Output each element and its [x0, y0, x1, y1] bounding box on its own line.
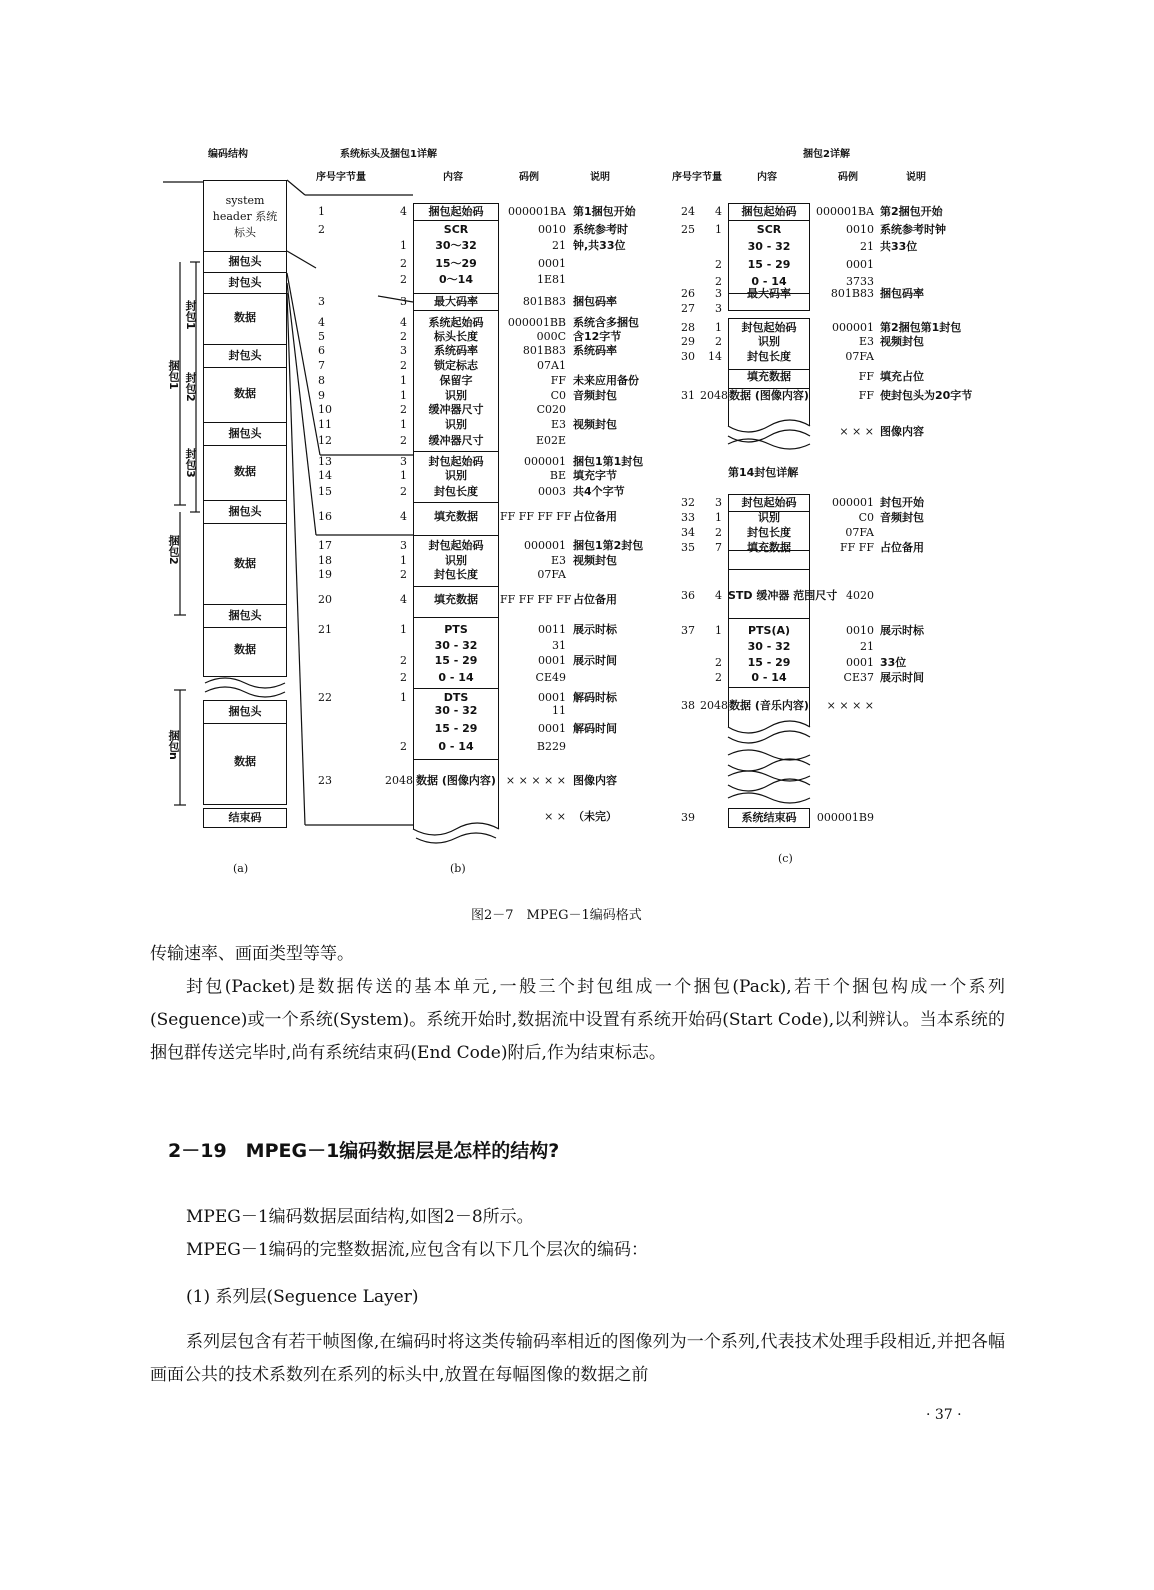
row-bytes: 4 [715, 589, 722, 602]
row-content: 0 - 14 [751, 671, 787, 684]
row-code: E02E [535, 434, 566, 447]
row-content: 0 - 14 [751, 275, 787, 288]
row-code: FF [858, 370, 874, 383]
col-b-seq-header: 序号字节量 [316, 172, 366, 183]
row-bytes: 2048 [700, 389, 728, 402]
row-bytes: 3 [400, 539, 407, 552]
row-seq: 6 [318, 344, 325, 357]
pack-header-block: 捆包头 [203, 700, 287, 724]
row-content: 封包长度 [747, 526, 791, 539]
packet2-label: 封包2 [184, 372, 197, 402]
row-desc: 捆包码率 [880, 287, 924, 300]
row-seq: 10 [318, 403, 332, 416]
row-content: 封包起始码 [741, 321, 797, 334]
packn-label: 捆包n [167, 730, 180, 760]
row-bytes: 2 [715, 656, 722, 669]
row-desc: 占位备用 [573, 510, 617, 523]
row-code: × × × [839, 425, 874, 438]
row-desc: 第2捆包第1封包 [880, 321, 962, 334]
row-code: 000001 [832, 496, 874, 509]
row-code: 07FA [537, 568, 566, 581]
pack-header-block: 捆包头 [203, 422, 287, 446]
row-content: 识别 [445, 554, 467, 567]
row-bytes: 2 [400, 434, 407, 447]
row-desc: 33位 [880, 656, 907, 669]
row-code: FF FF [839, 541, 874, 554]
row-content: 15～29 [435, 257, 477, 270]
row-content: 封包长度 [434, 568, 478, 581]
row-desc: 使封包头为20字节 [880, 389, 973, 402]
packet-header-block: 封包头 [203, 272, 287, 294]
row-content: 锁定标志 [434, 359, 478, 372]
row-content: 捆包起始码 [428, 205, 484, 218]
row-bytes: 1 [400, 623, 407, 636]
row-content: 封包起始码 [428, 455, 484, 468]
row-seq: 5 [318, 330, 325, 343]
row-seq: 29 [681, 335, 695, 348]
row-code: 21 [860, 640, 874, 653]
pack-header-block: 捆包头 [203, 251, 287, 273]
col-c-desc-header: 说明 [906, 172, 926, 183]
row-seq: 13 [318, 455, 332, 468]
row-seq: 30 [681, 350, 695, 363]
row-bytes: 2 [400, 273, 407, 286]
packet3-label: 封包3 [184, 448, 197, 478]
row-seq: 7 [318, 359, 325, 372]
row-content: 30～32 [435, 239, 477, 252]
row-code: E3 [858, 335, 874, 348]
row-desc: 捆包码率 [573, 295, 617, 308]
data-block: 数据 [203, 367, 287, 423]
row-desc: （未完） [573, 810, 617, 823]
header-system-pack1: 系统标头及捆包1详解 [340, 149, 437, 160]
row-code: 0010 [538, 223, 566, 236]
row-content: 30 - 32 [434, 704, 478, 717]
header-pack2: 捆包2详解 [803, 149, 850, 160]
row-code: 000001 [832, 321, 874, 334]
header-coding-structure: 编码结构 [208, 149, 248, 160]
row-bytes: 3 [715, 302, 722, 315]
data-block: 数据 [203, 445, 287, 501]
row-bytes: 2 [715, 335, 722, 348]
row-desc: 系统参考时钟 [880, 223, 946, 236]
row-bytes: 1 [400, 691, 407, 704]
paragraph-text: MPEG－1编码的完整数据流,应包含有以下几个层次的编码： [186, 1240, 649, 1260]
packet-header-block: 封包头 [203, 344, 287, 368]
row-code: FF [550, 374, 566, 387]
row-content: 填充数据 [747, 541, 791, 554]
paragraph-packet [150, 971, 1005, 1070]
row-code: × × [544, 810, 566, 823]
row-code: 0003 [538, 485, 566, 498]
row-seq: 34 [681, 526, 695, 539]
row-bytes: 4 [400, 316, 407, 329]
row-content: PTS [444, 623, 468, 636]
row-code: FF FF FF FF [500, 510, 572, 523]
row-bytes: 2 [400, 257, 407, 270]
row-seq: 25 [681, 223, 695, 236]
row-seq: 22 [318, 691, 332, 704]
row-code: × × × × × [505, 774, 566, 787]
row-desc: 第1捆包开始 [573, 205, 636, 218]
col-b-desc-header: 说明 [590, 172, 610, 183]
paragraph-text: 系列层包含有若干帧图像,在编码时将这类传输码率相近的图像列为一个系列,代表技术处理手段相近,并把各幅画面公共的技术系数列在系列的标头中,放置在每幅图像的数据之前 [150, 1332, 1005, 1385]
row-desc: 展示时间 [880, 671, 924, 684]
row-seq: 14 [318, 469, 332, 482]
paragraph-layer-title [150, 1281, 1005, 1314]
row-content: 数据 (图像内容) [729, 389, 809, 402]
paragraph-text: 传输速率、画面类型等等。 [150, 944, 354, 964]
row-content: 最大码率 [434, 295, 478, 308]
row-code: C0 [550, 389, 566, 402]
row-desc: 音频封包 [573, 389, 617, 402]
sub-label-b: (b) [450, 862, 466, 875]
row-content: 封包长度 [747, 350, 791, 363]
row-bytes: 2048 [385, 774, 413, 787]
row-seq: 27 [681, 302, 695, 315]
row-content: 30 - 32 [747, 240, 791, 253]
row-code: 1E81 [536, 273, 566, 286]
row-seq: 36 [681, 589, 695, 602]
row-code: 000001 [524, 539, 566, 552]
row-desc: 占位备用 [573, 593, 617, 606]
row-bytes: 3 [400, 455, 407, 468]
row-seq: 16 [318, 510, 332, 523]
row-code: 07FA [845, 526, 874, 539]
row-code: × × × × [826, 699, 874, 712]
row-seq: 9 [318, 389, 325, 402]
row-code: 21 [552, 239, 566, 252]
row-content: 识别 [758, 511, 780, 524]
end-code-block: 结束码 [203, 808, 287, 828]
row-content: 最大码率 [747, 287, 791, 300]
row-seq: 37 [681, 624, 695, 637]
row-seq: 20 [318, 593, 332, 606]
row-content: 封包长度 [434, 485, 478, 498]
row-content: 30 - 32 [434, 639, 478, 652]
row-code: 11 [552, 704, 566, 717]
row-desc: 视频封包 [573, 418, 617, 431]
row-bytes: 2 [400, 568, 407, 581]
row-seq: 26 [681, 287, 695, 300]
row-code: 000001BA [507, 205, 566, 218]
row-desc: 占位备用 [880, 541, 924, 554]
row-seq: 24 [681, 205, 695, 218]
data-block: 数据 [203, 523, 287, 605]
sub-label-c: (c) [778, 852, 793, 865]
row-content: STD 缓冲器 范围尺寸 [728, 589, 838, 602]
row-bytes: 3 [400, 295, 407, 308]
row-code: 801B83 [522, 295, 566, 308]
data-block: 数据 [203, 723, 287, 805]
row-code: 000C [536, 330, 566, 343]
row-desc: 解码时间 [573, 722, 617, 735]
row-content: 标头长度 [434, 330, 478, 343]
row-bytes: 1 [400, 469, 407, 482]
sub-label-a: (a) [233, 862, 249, 875]
row-code: 0001 [846, 258, 874, 271]
row-code: E3 [550, 554, 566, 567]
paragraph-text: 封包(Packet)是数据传送的基本单元,一般三个封包组成一个捆包(Pack),若干个捆包构成一个系列(Seguence)或一个系统(System)。系统开始时,数据流中设置有系统开始码(Start Code),以利辨认。当本系统的捆包群传送完毕时,尚有系统结束码(End Code)附后,作为结束标志。 [150, 977, 1005, 1063]
col-c-content-header: 内容 [757, 172, 777, 183]
row-seq: 11 [318, 418, 332, 431]
row-content: 捆包起始码 [741, 205, 797, 218]
paragraph-sequence-layer [150, 1326, 1005, 1392]
pack1-label: 捆包1 [167, 360, 180, 390]
row-seq: 21 [318, 623, 332, 636]
row-desc: 展示时标 [573, 623, 617, 636]
row-desc: 展示时间 [573, 654, 617, 667]
row-content: 识别 [445, 389, 467, 402]
row-bytes: 2 [400, 654, 407, 667]
subtitle-packet14: 第14封包详解 [728, 466, 799, 479]
row-content: 缓冲器尺寸 [428, 403, 484, 416]
row-bytes: 2048 [700, 699, 728, 712]
row-content: 15 - 29 [434, 654, 478, 667]
row-content: 识别 [445, 418, 467, 431]
row-content: 15 - 29 [747, 656, 791, 669]
row-bytes: 4 [400, 593, 407, 606]
row-desc: 展示时标 [880, 624, 924, 637]
row-code: 0001 [538, 654, 566, 667]
row-content: 15 - 29 [747, 258, 791, 271]
row-desc: 第2捆包开始 [880, 205, 943, 218]
row-code: E3 [550, 418, 566, 431]
row-desc: 填充占位 [880, 370, 924, 383]
row-content: 填充数据 [747, 370, 791, 383]
row-code: C0 [858, 511, 874, 524]
row-content: PTS(A) [747, 624, 791, 637]
row-seq: 17 [318, 539, 332, 552]
row-bytes: 1 [715, 321, 722, 334]
row-seq: 28 [681, 321, 695, 334]
row-desc: 钟,共33位 [573, 239, 626, 252]
row-desc: 视频封包 [880, 335, 924, 348]
row-bytes: 1 [400, 239, 407, 252]
row-code: 0010 [846, 624, 874, 637]
row-content: 填充数据 [434, 510, 478, 523]
row-bytes: 3 [715, 287, 722, 300]
page-number: · 37 · [926, 1407, 962, 1423]
packet1-label: 封包1 [184, 300, 197, 330]
row-bytes: 1 [400, 418, 407, 431]
row-bytes: 1 [400, 374, 407, 387]
row-code: 801B83 [522, 344, 566, 357]
row-code: 4020 [846, 589, 874, 602]
row-code: 0001 [538, 691, 566, 704]
row-bytes: 2 [715, 275, 722, 288]
row-seq: 8 [318, 374, 325, 387]
row-code: 0011 [538, 623, 566, 636]
row-bytes: 7 [715, 541, 722, 554]
row-bytes: 1 [400, 389, 407, 402]
row-bytes: 1 [400, 554, 407, 567]
row-seq: 3 [318, 295, 325, 308]
paragraph-intro [150, 938, 1005, 971]
row-content: 数据 (音乐内容) [729, 699, 809, 712]
row-seq: 19 [318, 568, 332, 581]
row-content: DTS [443, 691, 469, 704]
row-desc: 系统参考时 [573, 223, 628, 236]
col-c-code-header: 码例 [838, 172, 858, 183]
row-code: 000001BA [815, 205, 874, 218]
row-content: 数据 (图像内容) [416, 774, 496, 787]
row-bytes: 2 [715, 258, 722, 271]
row-bytes: 4 [400, 205, 407, 218]
row-code: 07FA [845, 350, 874, 363]
row-bytes: 1 [715, 223, 722, 236]
row-code: 0001 [846, 656, 874, 669]
row-bytes: 2 [400, 671, 407, 684]
row-desc: 系统码率 [573, 344, 617, 357]
row-bytes: 4 [715, 205, 722, 218]
row-code: 801B83 [830, 287, 874, 300]
row-seq: 23 [318, 774, 332, 787]
row-content: SCR [443, 223, 469, 236]
row-content: 封包起始码 [428, 539, 484, 552]
row-content: 识别 [758, 335, 780, 348]
row-content: SCR [756, 223, 782, 236]
row-code: 31 [552, 639, 566, 652]
paragraph-structure [150, 1201, 1005, 1267]
row-code: 000001BB [507, 316, 566, 329]
row-desc: 音频封包 [880, 511, 924, 524]
paragraph-text: (1) 系列层(Seguence Layer) [186, 1287, 419, 1307]
row-seq: 18 [318, 554, 332, 567]
row-content: 缓冲器尺寸 [428, 434, 484, 447]
data-block: 数据 [203, 627, 287, 677]
row-content: 保留字 [439, 374, 473, 387]
row-desc: 视频封包 [573, 554, 617, 567]
row-content: 0～14 [439, 273, 473, 286]
row-bytes: 2 [400, 485, 407, 498]
row-desc: 未来应用备份 [573, 374, 639, 387]
row-code: CE37 [843, 671, 874, 684]
row-content: 系统起始码 [428, 316, 484, 329]
pack2-label: 捆包2 [167, 535, 180, 565]
row-seq: 15 [318, 485, 332, 498]
row-seq: 32 [681, 496, 695, 509]
pack-header-block: 捆包头 [203, 500, 287, 524]
row-bytes: 2 [400, 403, 407, 416]
data-block: 数据 [203, 293, 287, 345]
pack-header-block: 捆包头 [203, 604, 287, 628]
row-desc: 填充字节 [573, 469, 617, 482]
col-b-code-header: 码例 [519, 172, 539, 183]
row-code: 0001 [538, 722, 566, 735]
row-bytes: 2 [400, 740, 407, 753]
row-code: 3733 [846, 275, 874, 288]
row-seq: 39 [681, 811, 695, 824]
system-header-block: system header 系统标头 [203, 180, 287, 252]
row-desc: 捆包1第1封包 [573, 455, 644, 468]
row-content: 识别 [445, 469, 467, 482]
row-content: 系统码率 [434, 344, 478, 357]
row-seq: 31 [681, 389, 695, 402]
row-code: 0001 [538, 257, 566, 270]
row-desc: 解码时标 [573, 691, 617, 704]
row-seq: 4 [318, 316, 325, 329]
row-content: 系统结束码 [741, 811, 797, 824]
row-seq: 38 [681, 699, 695, 712]
row-code: 000001 [524, 455, 566, 468]
row-desc: 图像内容 [573, 774, 617, 787]
row-desc: 共33位 [880, 240, 918, 253]
row-code: 07A1 [537, 359, 566, 372]
row-desc: 封包开始 [880, 496, 924, 509]
row-bytes: 2 [400, 330, 407, 343]
section-heading: 2－19 MPEG－1编码数据层是怎样的结构? [168, 1140, 560, 1162]
row-seq: 2 [318, 223, 325, 236]
row-code: 0010 [846, 223, 874, 236]
row-bytes: 1 [715, 624, 722, 637]
row-code: CE49 [535, 671, 566, 684]
row-code: FF [858, 389, 874, 402]
row-bytes: 14 [708, 350, 722, 363]
row-code: 000001B9 [816, 811, 874, 824]
figure-caption: 图2－7 MPEG－1编码格式 [471, 908, 642, 923]
row-bytes: 4 [400, 510, 407, 523]
row-seq: 1 [318, 205, 325, 218]
row-content: 15 - 29 [434, 722, 478, 735]
row-desc: 图像内容 [880, 425, 924, 438]
row-bytes: 2 [400, 359, 407, 372]
paragraph-text: MPEG－1编码数据层面结构,如图2－8所示。 [186, 1207, 534, 1227]
row-seq: 35 [681, 541, 695, 554]
row-desc: 系统含多捆包 [573, 316, 639, 329]
row-content: 0 - 14 [438, 740, 474, 753]
row-bytes: 3 [400, 344, 407, 357]
row-code: B229 [536, 740, 566, 753]
row-bytes: 2 [715, 671, 722, 684]
row-code: FF FF FF FF [500, 593, 572, 606]
row-code: C020 [536, 403, 566, 416]
row-bytes: 2 [715, 526, 722, 539]
row-content: 封包起始码 [741, 496, 797, 509]
row-desc: 含12字节 [573, 330, 622, 343]
row-content: 30 - 32 [747, 640, 791, 653]
row-content: 填充数据 [434, 593, 478, 606]
row-seq: 12 [318, 434, 332, 447]
row-desc: 共4个字节 [573, 485, 625, 498]
row-code: BE [549, 469, 566, 482]
col-b-content-header: 内容 [443, 172, 463, 183]
row-bytes: 3 [715, 496, 722, 509]
row-desc: 捆包1第2封包 [573, 539, 644, 552]
row-content: 0 - 14 [438, 671, 474, 684]
row-bytes: 1 [715, 511, 722, 524]
col-c-seq-header: 序号字节量 [672, 172, 722, 183]
row-code: 21 [860, 240, 874, 253]
row-seq: 33 [681, 511, 695, 524]
